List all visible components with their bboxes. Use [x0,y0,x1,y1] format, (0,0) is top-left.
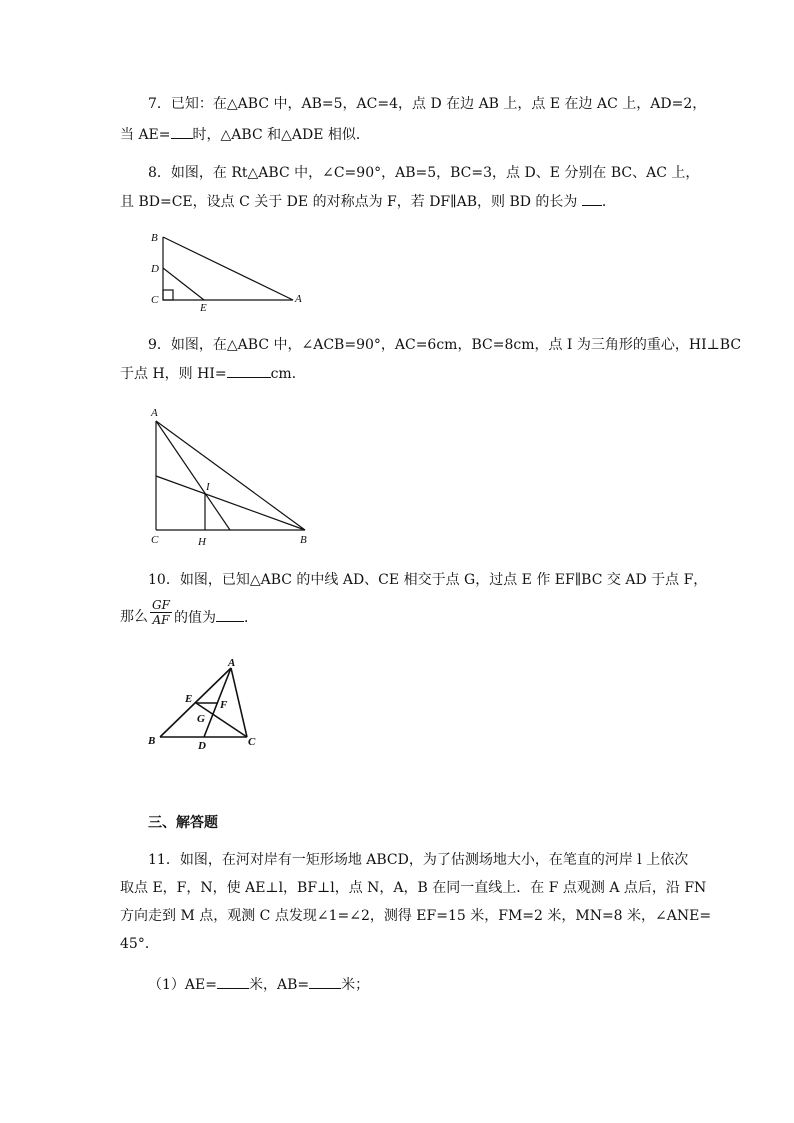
q11-ae-blank [217,974,249,989]
q9-answer-blank [227,363,271,378]
q11-sub1-end: 米； [341,977,370,993]
q9-line2-end: cm． [270,366,306,382]
q11-ab-blank [309,974,341,989]
q8-segment-de [163,268,204,300]
q9-label-a: A [151,407,158,419]
q10-label-b: B [148,735,156,747]
q7-line2-end: 时，△ABC 和△ADE 相似． [192,127,370,143]
q9-side-ab [156,421,305,530]
q9-label-c: C [151,534,159,546]
q10-fraction-denominator: AF [152,613,170,627]
q11-line4: 45°． [120,936,159,952]
q10-figure [160,668,247,737]
q11-line2: 取点 E，F，N，使 AE⊥l，BF⊥l，点 N，A，B 在同一直线上．在 F 点观测 A 点后，沿 FN [120,880,707,896]
q8-label-c: C [151,294,159,306]
q9-line2 [120,363,306,384]
q10-line2-start: 那么 [120,609,148,625]
q8-right-angle-mark [163,290,173,300]
q10-label-a: A [228,657,236,669]
q11-sub1-start: （1）AE= [148,977,217,993]
q8-side-ab [163,237,293,300]
q11-sub1 [148,974,369,995]
q10-line2-tail: ． [244,610,258,626]
q10-side-ac [231,668,247,737]
section-heading: 三、解答题 [148,815,218,831]
q10-answer-blank [216,607,244,622]
q10-fraction-numerator: GF [150,598,172,613]
q8-label-d: D [151,263,159,275]
q9-line1: 9．如图，在△ABC 中，∠ACB=90°，AC=6cm，BC=8cm，点 I 为三角形的重心，HI⊥BC [148,337,742,353]
q9-label-i: I [206,481,210,493]
q10-line2-mid: 的值为 [174,610,216,626]
q10-label-c: C [248,736,256,748]
q8-line1: 8．如图，在 Rt△ABC 中，∠C=90°，AB=5，BC=3，点 D、E 分别在 BC、AC 上， [148,165,700,181]
q8-label-a: A [295,293,302,305]
q9-label-b: B [300,534,307,546]
q8-line2-start: 且 BD=CE，设点 C 关于 DE 的对称点为 F，若 DF∥AB，则 BD 的长为 [120,194,582,210]
q11-sub1-mid: 米，AB= [248,977,310,993]
q7-line1: 7．已知：在△ABC 中，AB=5，AC=4，点 D 在边 AB 上，点 E 在边 AC 上，AD=2， [148,96,707,112]
q10-line2-end [174,607,258,628]
q10-label-d: D [198,740,206,752]
q10-label-f: F [220,699,228,711]
q11-line3: 方向走到 M 点，观测 C 点发现∠1=∠2，测得 EF=15 米，FM=2 米，MN=8 米，∠ANE= [120,908,712,924]
q7-line2-start: 当 AE= [120,127,171,143]
q9-median-b [156,476,305,530]
q8-label-e: E [200,302,207,314]
q8-line2-end: ． [601,194,616,210]
q10-line1: 10．如图，已知△ABC 的中线 AD、CE 相交于点 G，过点 E 作 EF∥BC 交 AD 于点 F， [148,572,708,588]
q10-label-g: G [197,713,205,725]
q9-line2-start: 于点 H，则 HI= [120,366,227,382]
q9-median-a [156,421,230,530]
q9-label-h: H [198,536,206,548]
q11-line1: 11．如图，在河对岸有一矩形场地 ABCD，为了估测场地大小，在笔直的河岸 l 上依次 [148,852,689,868]
q9-figure [156,421,305,530]
q10-fraction [150,598,172,627]
q8-label-b: B [151,232,158,244]
q10-label-e: E [185,693,193,705]
